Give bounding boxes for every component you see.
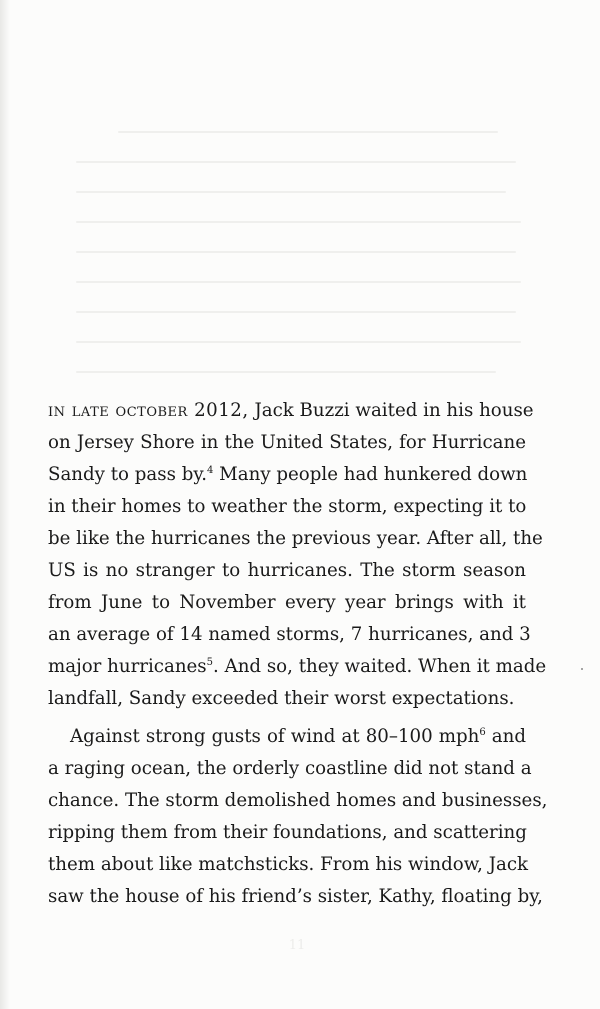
show-through-line [76,221,521,223]
text-line: major hurricanes$^5$. And so, they waited. When it made [48,656,547,677]
text-line: Sandy to pass by.$^4$ Many people had hunkered down [48,464,528,485]
paragraph-2 [48,721,548,913]
show-through-line [118,131,498,133]
text-line: them about like matchsticks. From his window, Jack [48,854,529,875]
binding-shadow [0,0,10,1009]
text-line: in their homes to weather the storm, expecting it to [48,496,527,517]
text-line: saw the house of his friend’s sister, Kathy, floating by, [48,886,543,907]
show-through-line [76,281,521,283]
text-line: on Jersey Shore in the United States, for Hurricane [48,432,526,453]
show-through-line [76,191,506,193]
show-through-line [76,161,516,163]
show-through-line [76,371,496,373]
show-through-line [76,341,521,343]
footnote-marker: 6 [479,727,486,738]
show-through-line [76,251,516,253]
footnote-marker: 4 [206,465,214,476]
body-text [48,395,548,913]
text-line: a raging ocean, the orderly coastline did not stand a [48,758,532,779]
text-line: in late october 2012, Jack Buzzi waited in his house [48,400,534,421]
chapter-lead-in: in late october 2012, [48,400,249,421]
text-line: an average of 14 named storms, 7 hurricanes, and 3 [48,624,531,645]
text-line: be like the hurricanes the previous year. After all, the [48,528,543,549]
text-line: Against strong gusts of wind at 80–100 mph$^6$ and [70,726,526,747]
text-line: US is no stranger to hurricanes. The storm season [48,560,526,581]
footnote-marker: 5 [206,657,214,668]
text-line: landfall, Sandy exceeded their worst expectations. [48,688,515,709]
text-line: ripping them from their foundations, and scattering [48,822,527,843]
text-line: from June to November every year brings with it [48,592,526,613]
paragraph-1 [48,395,547,715]
paper-speck [581,668,583,670]
page-number: 11 [288,938,306,953]
show-through-line [76,311,516,313]
text-line: chance. The storm demolished homes and businesses, [48,790,548,811]
